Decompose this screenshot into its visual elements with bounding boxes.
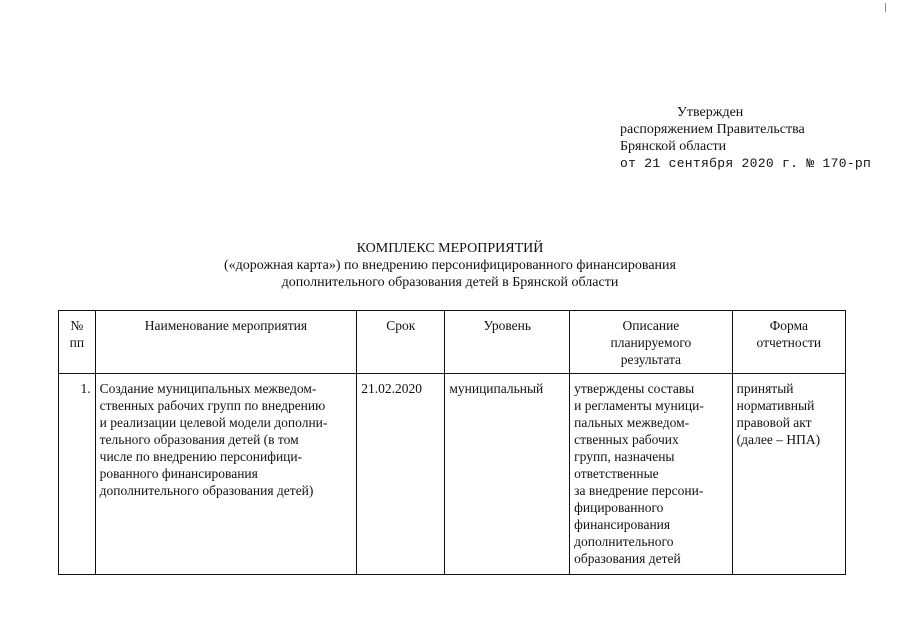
approval-date-line: от 21 сентября 2020 г. № 170-рп [620,156,872,171]
row-level: муниципальный [445,374,570,575]
row-report-form: принятый нормативный правовой акт (далее – НПА) [732,374,845,575]
document-header [100,240,800,291]
roadmap-table [58,310,846,575]
approval-title: Утвержден [677,105,744,120]
document-subtitle-line-2: дополнительного образования детей в Брянской области [281,275,619,290]
approval-stamp-block [620,104,890,172]
approval-line-1: распоряжением Правительства [620,122,805,137]
column-header-result: Описание планируемого результата [570,311,733,374]
column-header-name: Наименование мероприятия [95,311,357,374]
document-title: КОМПЛЕКС МЕРОПРИЯТИЙ [356,241,544,256]
table-row [59,374,846,575]
column-header-report-form: Форма отчетности [732,311,845,374]
column-header-level: Уровень [445,311,570,374]
approval-line-2: Брянской области [620,139,727,154]
column-header-deadline: Срок [357,311,445,374]
table-header-row [59,311,846,374]
row-deadline: 21.02.2020 [357,374,445,575]
row-activity-name: Создание муниципальных межведом- ственных рабочих групп по внедрению и реализации целевой модели дополни- тельного образования детей (в том числе по внедрению персонифици- рованного финансирования дополнительного образования детей) [95,374,357,575]
row-planned-result: утверждены составы и регламенты муници- пальных межведом- ственных рабочих групп, назначены ответственные за внедрение персони- фицированного финансирования дополнительного образования детей [570,374,733,575]
column-header-number: № пп [59,311,96,374]
document-subtitle-line-1: («дорожная карта») по внедрению персонифицированного финансирования [224,258,676,273]
row-number: 1. [59,374,96,575]
scan-artifact-mark [885,3,886,12]
